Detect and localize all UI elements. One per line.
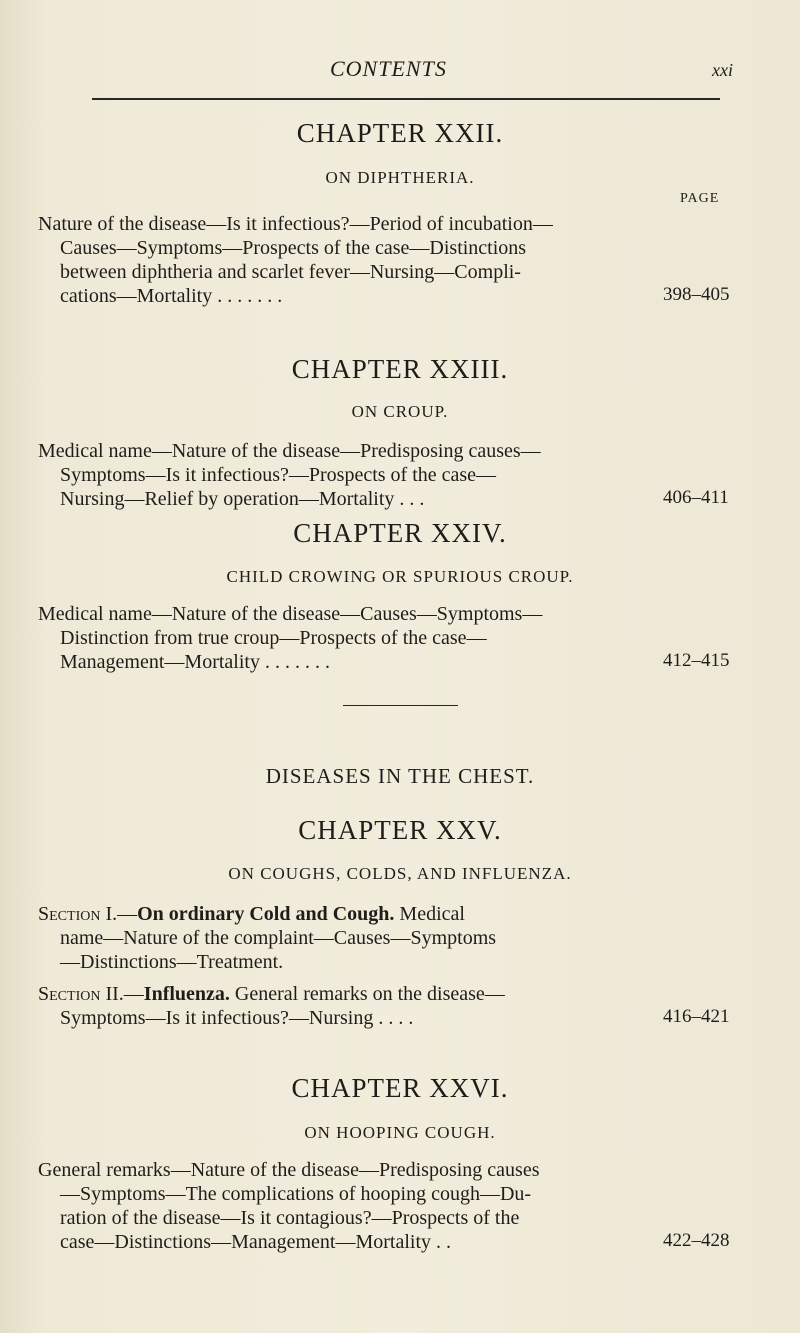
entry-line: Section I.—On ordinary Cold and Cough. Medical xyxy=(38,903,465,925)
chapter-24-entry xyxy=(38,602,738,674)
running-title: CONTENTS xyxy=(330,56,447,81)
chapter-25-pages: 416–421 xyxy=(663,1006,730,1027)
header-rule xyxy=(92,98,720,100)
chapter-25-subtitle: ON COUGHS, COLDS, AND INFLUENZA. xyxy=(228,864,572,883)
section-heading: On ordinary Cold and Cough. xyxy=(137,903,395,925)
entry-line: ration of the disease—Is it contagious?—Prospects of the xyxy=(60,1207,520,1229)
running-head xyxy=(0,56,800,86)
chapter-25-section-2 xyxy=(38,982,738,1030)
section-divider xyxy=(343,705,458,706)
entry-line: Symptoms—Is it infectious?—Prospects of the case— xyxy=(60,464,497,486)
entry-line: Management—Mortality . . . . . . . xyxy=(60,651,330,673)
chapter-23-entry xyxy=(38,439,738,511)
entry-line: cations—Mortality . . . . . . . xyxy=(60,285,283,307)
section-text: Medical xyxy=(394,903,465,925)
entry-line: —Symptoms—The complications of hooping cough—Du- xyxy=(60,1183,532,1205)
entry-line: Causes—Symptoms—Prospects of the case—Distinctions xyxy=(60,237,527,259)
section-text: General remarks on the disease— xyxy=(229,983,505,1005)
chapter-23-pages: 406–411 xyxy=(663,487,729,508)
chapter-26-pages: 422–428 xyxy=(663,1230,730,1251)
chapter-24-subtitle: CHILD CROWING OR SPURIOUS CROUP. xyxy=(226,567,574,586)
entry-line: General remarks—Nature of the disease—Predisposing causes xyxy=(38,1159,540,1181)
chapter-25-section-1 xyxy=(38,902,738,974)
chapter-22-entry xyxy=(38,212,738,308)
division-heading: DISEASES IN THE CHEST. xyxy=(265,764,535,788)
section-label: Section I. xyxy=(38,903,118,925)
entry-line: between diphtheria and scarlet fever—Nursing—Compli- xyxy=(60,261,521,283)
chapter-24-title: CHAPTER XXIV. xyxy=(293,518,507,548)
section-heading: Influenza. xyxy=(143,983,230,1005)
chapter-22-subtitle: ON DIPHTHERIA. xyxy=(325,168,475,187)
chapter-25-title: CHAPTER XXV. xyxy=(298,815,502,845)
page-column-label: PAGE xyxy=(680,191,720,206)
chapter-22-pages: 398–405 xyxy=(663,284,730,305)
entry-line: case—Distinctions—Management—Mortality . . xyxy=(60,1231,452,1253)
chapter-26-subtitle: ON HOOPING COUGH. xyxy=(304,1123,496,1142)
section-label: Section II. xyxy=(38,983,124,1005)
entry-line: —Distinctions—Treatment. xyxy=(60,951,284,973)
chapter-26-title: CHAPTER XXVI. xyxy=(291,1073,509,1103)
chapter-23-subtitle: ON CROUP. xyxy=(351,402,449,421)
entry-line: Distinction from true croup—Prospects of the case— xyxy=(60,627,487,649)
entry-line: Symptoms—Is it infectious?—Nursing . . . . xyxy=(60,1007,414,1029)
entry-line: Medical name—Nature of the disease—Predisposing causes— xyxy=(38,440,541,462)
page-number: xxi xyxy=(712,60,733,80)
chapter-22-title: CHAPTER XXII. xyxy=(296,118,504,148)
entry-line: Medical name—Nature of the disease—Causes—Symptoms— xyxy=(38,603,543,625)
entry-line: Section II.—Influenza. General remarks on the disease— xyxy=(38,983,505,1005)
chapter-26-entry xyxy=(38,1158,738,1254)
chapter-24-pages: 412–415 xyxy=(663,650,730,671)
chapter-23-title: CHAPTER XXIII. xyxy=(291,354,509,384)
entry-line: Nursing—Relief by operation—Mortality . . . xyxy=(60,488,425,510)
entry-line: name—Nature of the complaint—Causes—Symptoms xyxy=(60,927,497,949)
entry-line: Nature of the disease—Is it infectious?—Period of incubation— xyxy=(38,213,553,235)
